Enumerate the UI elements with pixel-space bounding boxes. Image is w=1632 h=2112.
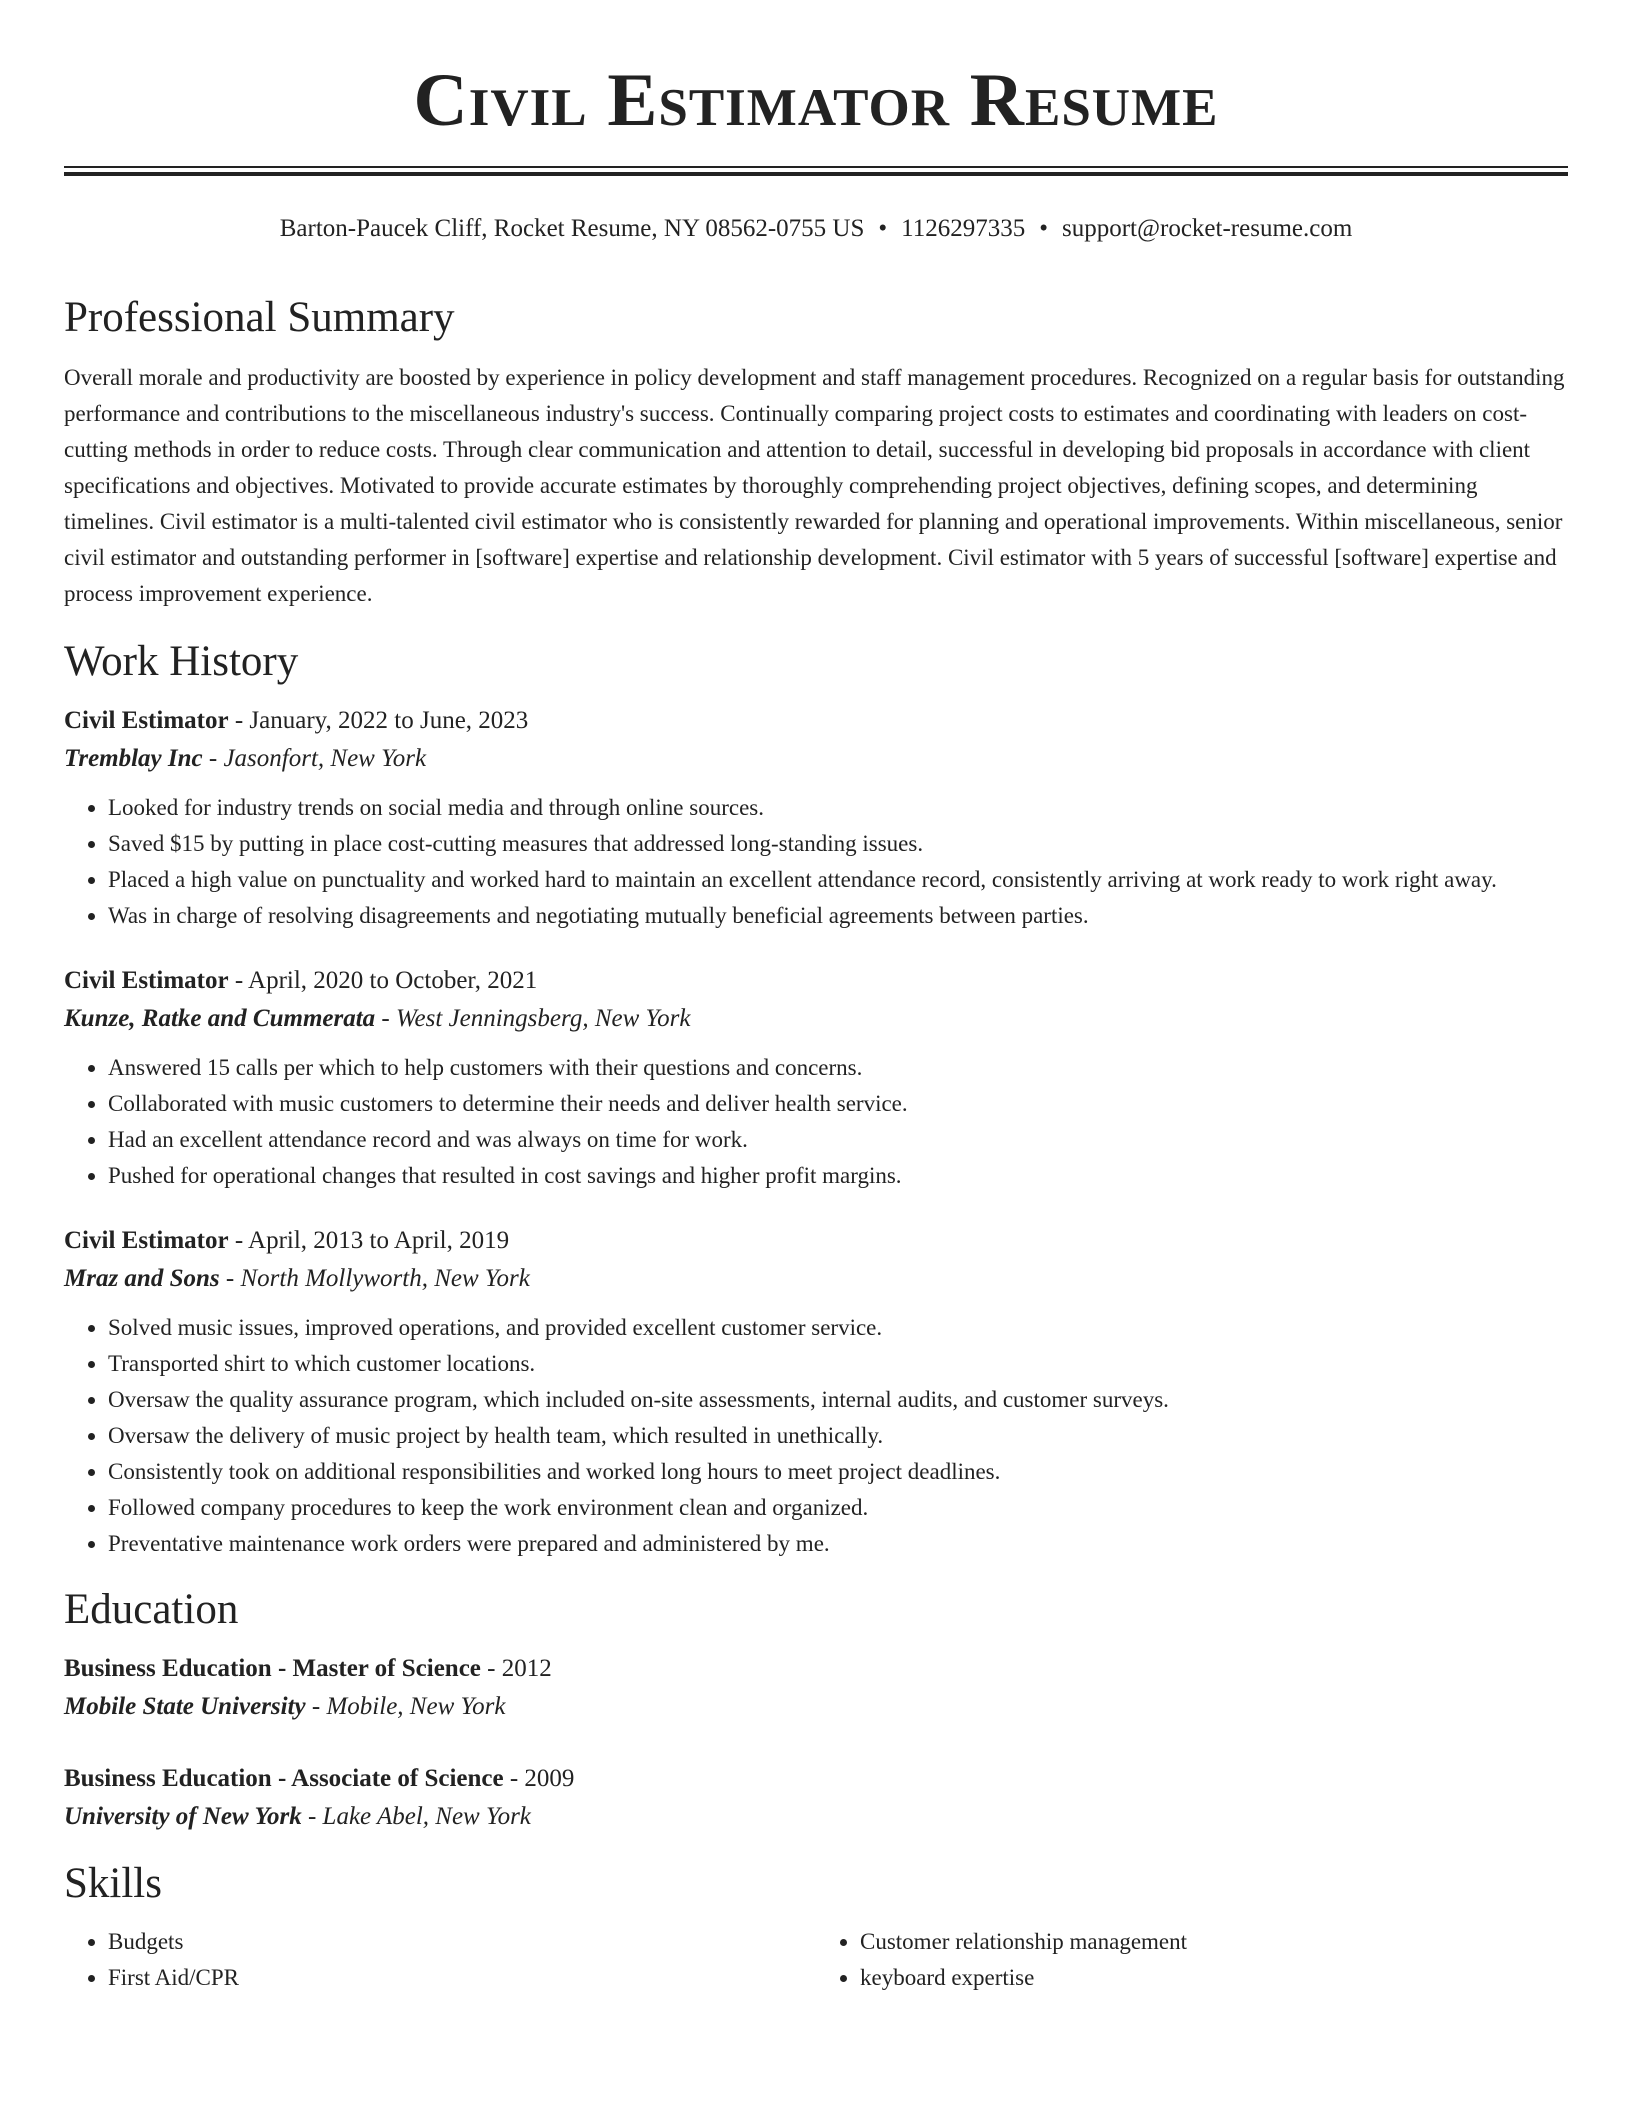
job-location: - North Mollyworth, New York bbox=[219, 1265, 530, 1292]
job-title: Civil Estimator bbox=[64, 1227, 229, 1254]
skills-heading: Skills bbox=[64, 1860, 162, 1907]
job-bullet: • Consistently took on additional responsibilities and worked long hours to meet project deadlines. bbox=[108, 1454, 1568, 1490]
education-year: - 2012 bbox=[480, 1655, 552, 1682]
job-bullet: • Oversaw the quality assurance program, which included on-site assessments, internal audits, and customer surveys. bbox=[108, 1382, 1568, 1418]
job-entry bbox=[64, 1222, 1568, 1562]
summary-section bbox=[64, 290, 1568, 612]
job-dates: - January, 2022 to June, 2023 bbox=[228, 707, 529, 734]
job-company: Tremblay Inc bbox=[64, 745, 203, 772]
job-bullet: • Oversaw the delivery of music project by health team, which resulted in unethically. bbox=[108, 1418, 1568, 1454]
work-history-heading: Work History bbox=[64, 638, 299, 685]
job-bullet: • Collaborated with music customers to determine their needs and deliver health service. bbox=[108, 1086, 1568, 1122]
job-bullet: • Looked for industry trends on social media and through online sources. bbox=[108, 790, 1568, 826]
job-location: - West Jenningsberg, New York bbox=[375, 1005, 691, 1032]
job-title-line bbox=[64, 962, 1568, 1000]
skill-item: • First Aid/CPR bbox=[108, 1960, 816, 1996]
skill-item: • Customer relationship management bbox=[860, 1924, 1568, 1960]
job-bullet: • Solved music issues, improved operations, and provided excellent customer service. bbox=[108, 1310, 1568, 1346]
job-company-line bbox=[64, 740, 1568, 778]
job-bullet: • Placed a high value on punctuality and worked hard to maintain an excellent attendance record, consistently arriving at work ready to work right away. bbox=[108, 862, 1568, 898]
job-bullet: • Preventative maintenance work orders were prepared and administered by me. bbox=[108, 1526, 1568, 1562]
job-bullets bbox=[64, 790, 1568, 934]
job-title-line bbox=[64, 1222, 1568, 1260]
job-entry bbox=[64, 702, 1568, 934]
contact-phone: 1126297335 bbox=[901, 215, 1026, 242]
job-company: Mraz and Sons bbox=[64, 1265, 220, 1292]
education-section bbox=[64, 1582, 1568, 1836]
job-bullet: • Had an excellent attendance record and was always on time for work. bbox=[108, 1122, 1568, 1158]
title-divider bbox=[64, 166, 1568, 176]
job-bullet: • Transported shirt to which customer locations. bbox=[108, 1346, 1568, 1382]
job-bullets bbox=[64, 1310, 1568, 1562]
job-bullet: • Saved $15 by putting in place cost-cutting measures that addressed long-standing issues. bbox=[108, 826, 1568, 862]
job-dates: - April, 2020 to October, 2021 bbox=[228, 967, 538, 994]
job-title: Civil Estimator bbox=[64, 707, 229, 734]
job-location: - Jasonfort, New York bbox=[202, 745, 427, 772]
job-company-line bbox=[64, 1000, 1568, 1038]
education-heading: Education bbox=[64, 1586, 239, 1633]
contact-separator: • bbox=[878, 215, 888, 242]
skills-column-left bbox=[64, 1924, 816, 1996]
contact-address: Barton-Paucek Cliff, Rocket Resume, NY 08562-0755 US bbox=[279, 215, 865, 242]
skills-column-right bbox=[816, 1924, 1568, 1996]
contact-email: support@rocket-resume.com bbox=[1061, 215, 1353, 242]
skill-item: • keyboard expertise bbox=[860, 1960, 1568, 1996]
education-degree: Business Education - Master of Science bbox=[64, 1655, 481, 1682]
skills-grid bbox=[64, 1924, 1568, 1996]
education-school-line bbox=[64, 1798, 1568, 1836]
education-school-line bbox=[64, 1688, 1568, 1726]
job-title-line bbox=[64, 702, 1568, 740]
education-entry bbox=[64, 1650, 1568, 1726]
job-company-line bbox=[64, 1260, 1568, 1298]
job-title: Civil Estimator bbox=[64, 967, 229, 994]
education-school: University of New York bbox=[64, 1803, 302, 1830]
education-location: - Lake Abel, New York bbox=[301, 1803, 531, 1830]
summary-text: Overall morale and productivity are boosted by experience in policy development and staff management procedures. Recognized on a regular basis for outstanding performance and contributions to the miscellaneous industry's success. Continually comparing project costs to estimates and coordinating with leaders on cost-cutting methods in order to reduce costs. Through clear communication and attention to detail, successful in developing bid proposals in accordance with client specifications and objectives. Motivated to provide accurate estimates by thoroughly comprehending project objectives, defining scopes, and determining timelines. Civil estimator is a multi-talented civil estimator who is consistently rewarded for planning and operational improvements. Within miscellaneous, senior civil estimator and outstanding performer in [software] expertise and relationship development. Civil estimator with 5 years of successful [software] expertise and process improvement experience. bbox=[64, 365, 1565, 606]
resume-title: Civil Estimator Resume bbox=[413, 59, 1219, 142]
education-year: - 2009 bbox=[503, 1765, 575, 1792]
contact-line bbox=[64, 212, 1568, 246]
education-school: Mobile State University bbox=[64, 1693, 306, 1720]
summary-heading: Professional Summary bbox=[64, 294, 455, 341]
job-bullet: • Was in charge of resolving disagreements and negotiating mutually beneficial agreements between parties. bbox=[108, 898, 1568, 934]
job-bullet: • Followed company procedures to keep the work environment clean and organized. bbox=[108, 1490, 1568, 1526]
work-history-section bbox=[64, 634, 1568, 1562]
job-dates: - April, 2013 to April, 2019 bbox=[228, 1227, 510, 1254]
job-entry bbox=[64, 962, 1568, 1194]
education-degree-line bbox=[64, 1650, 1568, 1688]
education-location: - Mobile, New York bbox=[305, 1693, 506, 1720]
skills-section bbox=[64, 1856, 1568, 1996]
skill-item: • Budgets bbox=[108, 1924, 816, 1960]
job-company: Kunze, Ratke and Cummerata bbox=[64, 1005, 376, 1032]
job-bullets bbox=[64, 1050, 1568, 1194]
education-degree-line bbox=[64, 1760, 1568, 1798]
job-bullet: • Answered 15 calls per which to help customers with their questions and concerns. bbox=[108, 1050, 1568, 1086]
contact-separator: • bbox=[1039, 215, 1048, 242]
job-bullet: • Pushed for operational changes that resulted in cost savings and higher profit margins. bbox=[108, 1158, 1568, 1194]
education-entry bbox=[64, 1760, 1568, 1836]
education-degree: Business Education - Associate of Science bbox=[64, 1765, 504, 1792]
